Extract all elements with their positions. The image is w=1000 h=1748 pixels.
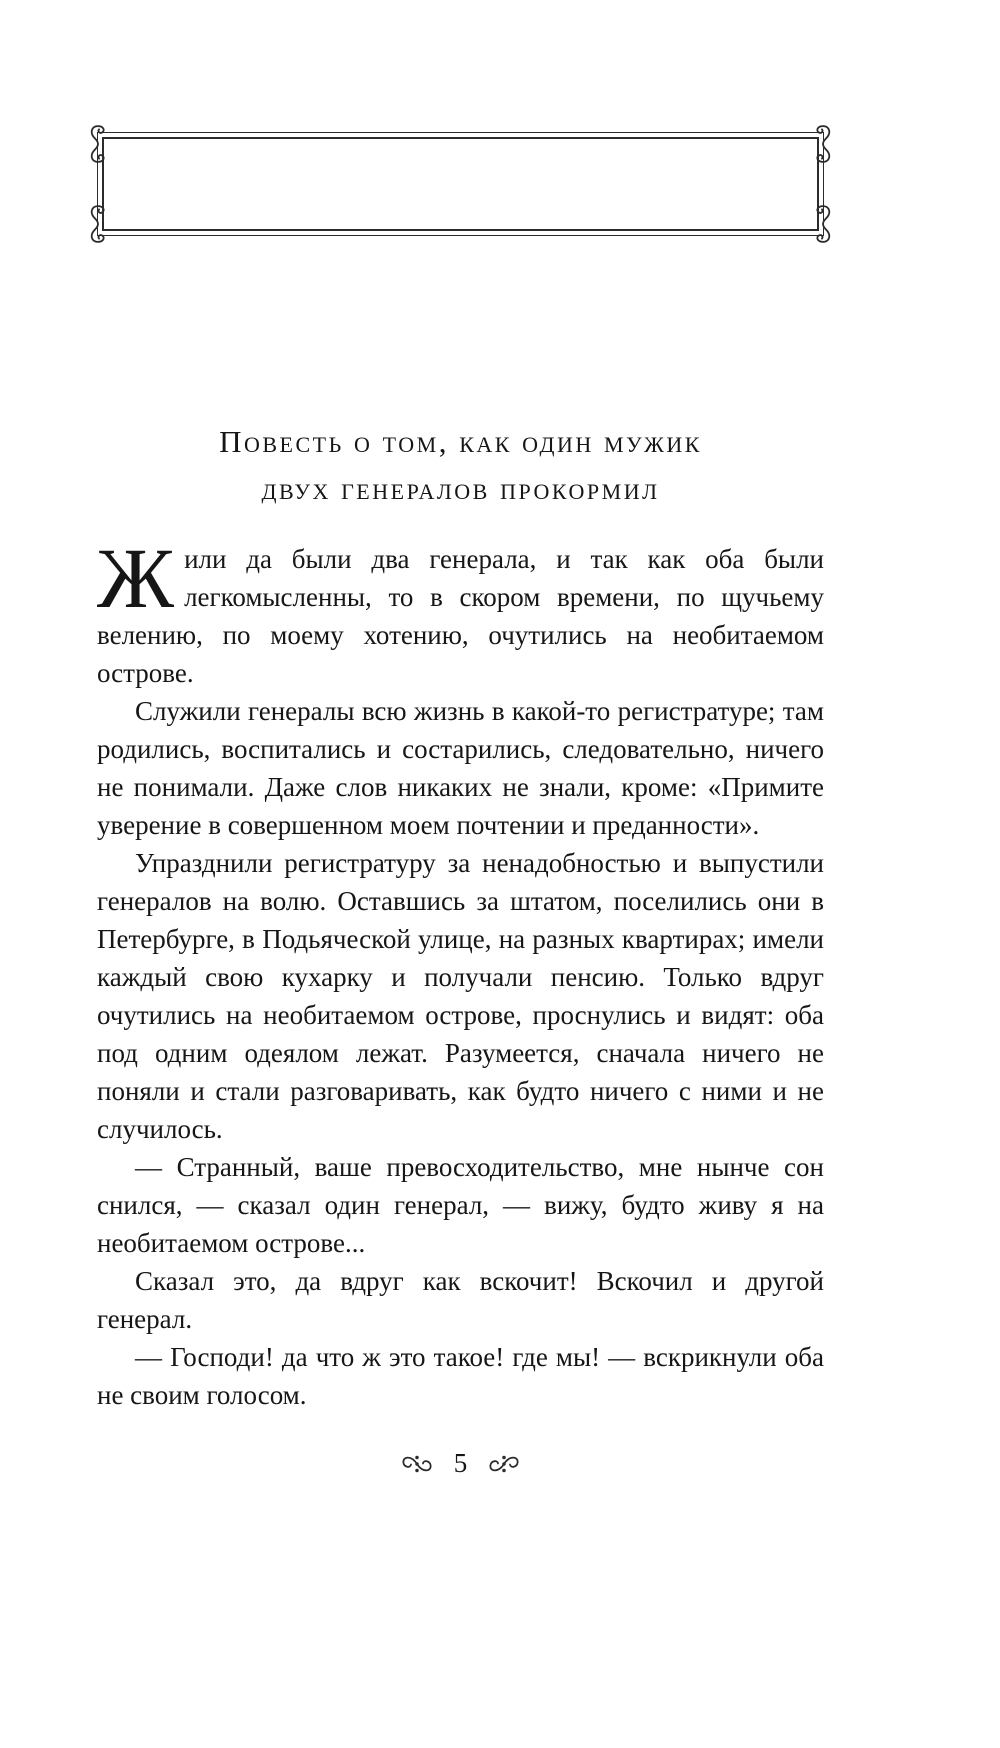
story-text: [97, 530, 824, 1414]
page-footer: [97, 1448, 824, 1479]
paragraph: — Господи! да что ж это такое! где мы! — вскрикнули оба не своим голосом.: [97, 1342, 824, 1410]
paragraph-text: или да были два генерала, и так как оба были легкомысленны, то в скором времени, по щучьему велению, по моему хотению, очутились на необитаемом острове.: [97, 544, 824, 688]
paragraph: — Странный, ваше превосходительство, мне нынче сон снился, — сказал один генерал, — вижу, будто живу я на необитаемом острове...: [97, 1152, 824, 1258]
fleuron-right-icon: [487, 1452, 521, 1476]
chapter-title: [97, 418, 824, 512]
paragraph: [97, 530, 824, 692]
chapter-title-line-2: двух генералов прокормил: [261, 471, 660, 506]
decorative-header-frame: [97, 132, 824, 236]
scroll-flourish-top-right-icon: [812, 123, 834, 165]
chapter-title-line-1: Повесть о том, как один мужик: [219, 424, 702, 459]
fleuron-left-icon: [400, 1452, 434, 1476]
paragraph: Служили генералы всю жизнь в какой-то регистратуре; там родились, воспитались и состарились, следовательно, ничего не понимали. Даже слов никаких не знали, кроме: «Примите уверение в совершенном моем почтении и преданности».: [97, 696, 824, 840]
drop-cap: Ж: [97, 530, 175, 626]
scroll-flourish-top-left-icon: [87, 123, 109, 165]
page-number: 5: [453, 1448, 468, 1478]
book-page: [0, 132, 1000, 1748]
page-content: [97, 132, 824, 1479]
paragraph: Сказал это, да вдруг как вскочит! Вскочил и другой генерал.: [97, 1266, 824, 1334]
paragraph: Упразднили регистратуру за ненадобностью и выпустили генералов на волю. Оставшись за штатом, поселились они в Петербурге, в Подьяческой улице, на разных квартирах; имели каждый свою кухарку и получали пенсию. Только вдруг очутились на необитаемом острове, проснулись и видят: оба под одним одеялом лежат. Разумеется, сначала ничего не поняли и стали разговаривать, как будто ничего с ними и не случилось.: [97, 848, 824, 1144]
scroll-flourish-bottom-right-icon: [812, 203, 834, 245]
scroll-flourish-bottom-left-icon: [87, 203, 109, 245]
